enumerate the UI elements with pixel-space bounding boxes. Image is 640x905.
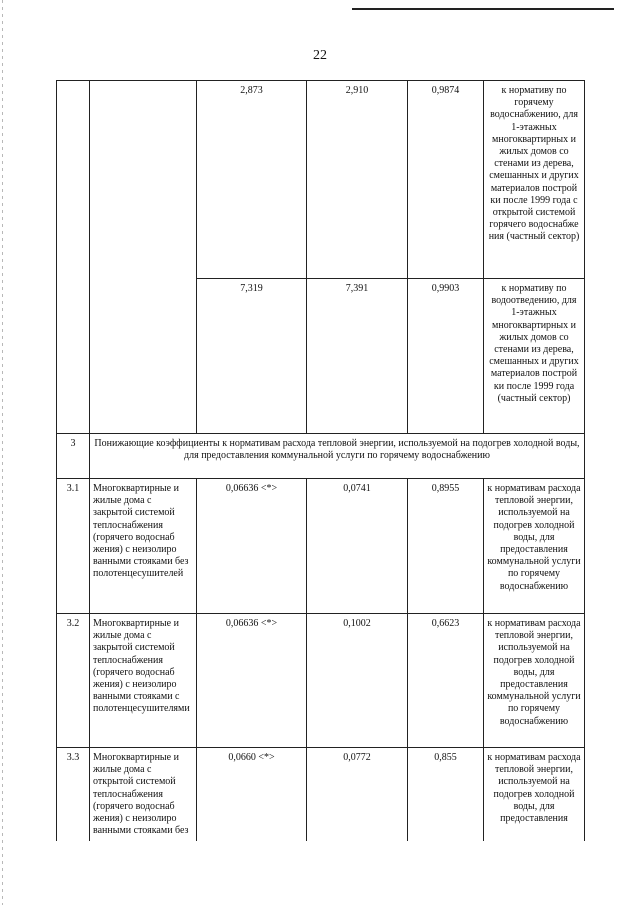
scan-left-edge <box>2 0 3 905</box>
row-number-cell: 3.3 <box>57 748 90 842</box>
value-cell: 0,855 <box>408 748 484 842</box>
row-description-cell: Многоквартирные и жилые дома с открытой системой теплоснабжения (горячего водоснаб жения) с неизолиро ванными стояками без <box>90 748 197 842</box>
value-cell: 0,9874 <box>408 81 484 279</box>
scan-top-rule <box>352 8 614 10</box>
section-title: Понижающие коэффициенты к нормативам расхода тепловой энергии, используемой на подогрев холодной воды, для предоставления коммунальной услуги по горячему водоснабжению <box>90 434 585 479</box>
row-description-cell: Многоквартирные и жилые дома с закрытой системой теплоснабжения (горячего водоснаб жения) с неизолиро ванными стояками без полотенцесушителей <box>90 479 197 614</box>
row-description-cell: Многоквартирные и жилые дома с закрытой системой теплоснабжения (горячего водоснаб жения) с неизолиро ванными стояками с полотенцесушителями <box>90 614 197 748</box>
section-number: 3 <box>57 434 90 479</box>
value-cell: 7,319 <box>197 279 307 434</box>
value-cell: 0,8955 <box>408 479 484 614</box>
value-cell: 2,910 <box>307 81 408 279</box>
value-cell: 7,391 <box>307 279 408 434</box>
table-row <box>57 614 585 748</box>
row-number-cell <box>57 81 90 434</box>
table-row <box>57 748 585 842</box>
value-cell: 0,1002 <box>307 614 408 748</box>
coefficients-table <box>56 80 585 841</box>
note-cell: к нормативам расхода тепловой энергии, используемой на подогрев холодной воды, для предоставления <box>484 748 585 842</box>
value-cell: 2,873 <box>197 81 307 279</box>
page-number: 22 <box>313 48 327 63</box>
value-cell: 0,06636 <*> <box>197 614 307 748</box>
value-cell: 0,0741 <box>307 479 408 614</box>
note-cell: к нормативу по горячему водоснабжению, для 1-этажных многоквартирных и жилых домов со стенами из дерева, смешанных и других материалов построй ки после 1999 года с открытой системой горячего водоснабже ния (частный сектор) <box>484 81 585 279</box>
note-cell: к нормативам расхода тепловой энергии, используемой на подогрев холодной воды, для предоставления коммунальной услуги по горячему водоснабжению <box>484 614 585 748</box>
value-cell: 0,06636 <*> <box>197 479 307 614</box>
table-row <box>57 479 585 614</box>
table-row <box>57 81 585 279</box>
value-cell: 0,0772 <box>307 748 408 842</box>
row-description-cell <box>90 81 197 434</box>
note-cell: к нормативу по водоотведению, для 1-этажных многоквартирных и жилых домов со стенами из дерева, смешанных и других материалов построй ки после 1999 года (частный сектор) <box>484 279 585 434</box>
section-row <box>57 434 585 479</box>
row-number-cell: 3.1 <box>57 479 90 614</box>
value-cell: 0,6623 <box>408 614 484 748</box>
value-cell: 0,0660 <*> <box>197 748 307 842</box>
note-cell: к нормативам расхода тепловой энергии, используемой на подогрев холодной воды, для предоставления коммунальной услуги по горячему водоснабжению <box>484 479 585 614</box>
row-number-cell: 3.2 <box>57 614 90 748</box>
value-cell: 0,9903 <box>408 279 484 434</box>
